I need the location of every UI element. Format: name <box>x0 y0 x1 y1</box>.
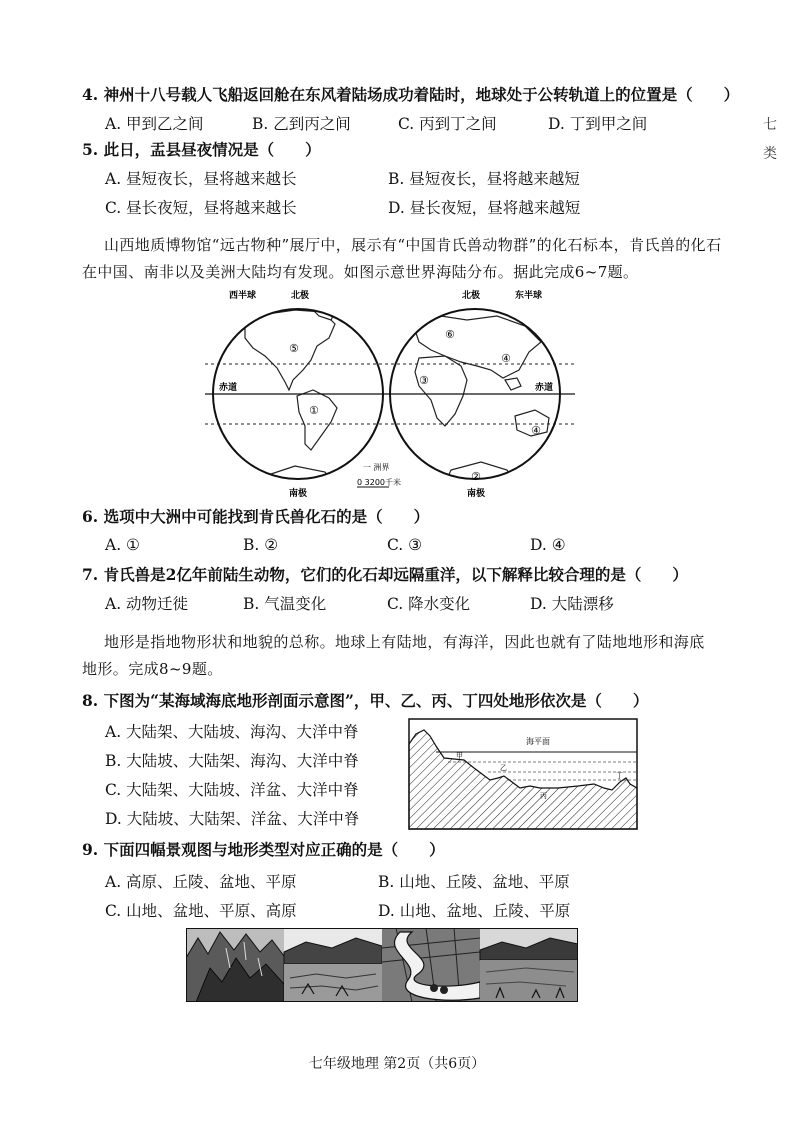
landscape-basin <box>284 928 382 1002</box>
seafloor-profile-diagram <box>408 718 638 830</box>
landscape-plain <box>382 928 480 1002</box>
west-north-pole-label: 北极 <box>291 291 310 301</box>
q4-option-d[interactable]: D. 丁到甲之间 <box>548 115 648 133</box>
q8-option-c[interactable]: C. 大陆架、大陆坡、洋盆、大洋中脊 <box>105 781 359 799</box>
west-south-pole-label: 南极 <box>289 489 308 499</box>
q6-option-a[interactable]: A. ① <box>105 536 140 554</box>
q6-option-c[interactable]: C. ③ <box>387 536 423 554</box>
q4-option-c[interactable]: C. 丙到丁之间 <box>398 115 497 133</box>
q9-option-b[interactable]: B. 山地、丘陵、盆地、平原 <box>378 873 570 891</box>
q4-stem: 4. 神州十八号载人飞船返回舱在东风着陆场成功着陆时，地球处于公转轨道上的位置是（ ） <box>82 85 740 104</box>
q5-stem: 5. 此日，盂县昼夜情况是（ ） <box>82 140 321 159</box>
west-equator-label: 赤道 <box>219 383 238 393</box>
marker-3: ③ <box>419 374 429 387</box>
q5-option-d[interactable]: D. 昼长夜短，昼将越来越短 <box>388 199 581 217</box>
landscape-plateau <box>480 928 578 1002</box>
page-footer: 七年级地理 第2页（共6页） <box>308 1056 486 1072</box>
boundary-legend: 一 洲界 <box>363 463 390 472</box>
q7-option-b[interactable]: B. 气温变化 <box>243 595 327 613</box>
west-hemisphere-label: 西半球 <box>229 291 257 301</box>
q7-option-a[interactable]: A. 动物迁徙 <box>105 595 189 613</box>
q6-option-b[interactable]: B. ② <box>243 536 279 554</box>
q8-option-b[interactable]: B. 大陆坡、大陆架、海沟、大洋中脊 <box>105 752 359 770</box>
east-south-pole-label: 南极 <box>467 489 486 499</box>
passage1-line1: 山西地质博物馆“远古物种”展厅中，展示有“中国肯氏兽动物群”的化石标本，肯氏兽的化石 <box>104 236 722 254</box>
q9-option-a[interactable]: A. 高原、丘陵、盆地、平原 <box>105 873 297 891</box>
east-hemisphere-label: 东半球 <box>515 291 543 301</box>
passage2-line2: 地形。完成8~9题。 <box>82 660 223 678</box>
q9-option-c[interactable]: C. 山地、盆地、平原、高原 <box>105 902 297 920</box>
q8-option-d[interactable]: D. 大陆坡、大陆架、洋盆、大洋中脊 <box>105 810 360 828</box>
map-scale: 0 3200千米 <box>357 478 401 487</box>
q8-stem: 8. 下图为“某海域海底地形剖面示意图”，甲、乙、丙、丁四处地形依次是（ ） <box>82 691 649 710</box>
q4-option-b[interactable]: B. 乙到丙之间 <box>252 115 351 133</box>
label-jia: 甲 <box>456 752 463 760</box>
q5-option-b[interactable]: B. 昼短夜长，昼将越来越短 <box>388 170 580 188</box>
south-america-shape <box>297 390 337 450</box>
landform-landscapes <box>186 928 578 1002</box>
q9-stem: 9. 下面四幅景观图与地形类型对应正确的是（ ） <box>82 840 445 859</box>
label-ding: 丁 <box>616 772 623 780</box>
q9-option-d[interactable]: D. 山地、盆地、丘陵、平原 <box>378 902 571 920</box>
passage1-line2: 在中国、南非以及美洲大陆均有发现。如图示意世界海陆分布。据此完成6~7题。 <box>82 263 639 281</box>
east-equator-label: 赤道 <box>535 383 554 393</box>
q5-option-c[interactable]: C. 昼长夜短，昼将越来越长 <box>105 199 297 217</box>
label-bing: 丙 <box>540 792 547 800</box>
marker-2: ② <box>471 470 481 483</box>
q5-option-a[interactable]: A. 昼短夜长，昼将越来越长 <box>105 170 297 188</box>
edge-mark-1: 七 <box>763 117 777 133</box>
southeast-asia-islands <box>505 378 521 390</box>
q7-option-d[interactable]: D. 大陆漂移 <box>530 595 614 613</box>
world-hemispheres-map <box>205 286 575 502</box>
sea-level-label: 海平面 <box>526 737 550 746</box>
q6-stem: 6. 选项中大洲中可能找到肯氏兽化石的是（ ） <box>82 507 430 526</box>
q4-option-a[interactable]: A. 甲到乙之间 <box>105 115 204 133</box>
label-yi: 乙 <box>500 764 507 772</box>
marker-5: ⑤ <box>289 342 299 355</box>
marker-4: ④ <box>531 424 541 437</box>
marker-1: ① <box>309 404 319 417</box>
africa-shape <box>415 356 467 426</box>
marker-4-east: ④ <box>501 352 511 365</box>
edge-mark-2: 类 <box>763 146 777 162</box>
passage2-line1: 地形是指地物形状和地貌的总称。地球上有陆地，有海洋，因此也就有了陆地地形和海底 <box>104 633 705 651</box>
q8-option-a[interactable]: A. 大陆架、大陆坡、海沟、大洋中脊 <box>105 723 359 741</box>
landscape-mountains <box>186 928 284 1002</box>
q6-option-d[interactable]: D. ④ <box>530 536 566 554</box>
east-north-pole-label: 北极 <box>462 291 481 301</box>
q7-stem: 7. 肯氏兽是2亿年前陆生动物，它们的化石却远隔重洋，以下解释比较合理的是（ ） <box>82 565 688 584</box>
marker-6: ⑥ <box>445 328 455 341</box>
q7-option-c[interactable]: C. 降水变化 <box>387 595 471 613</box>
